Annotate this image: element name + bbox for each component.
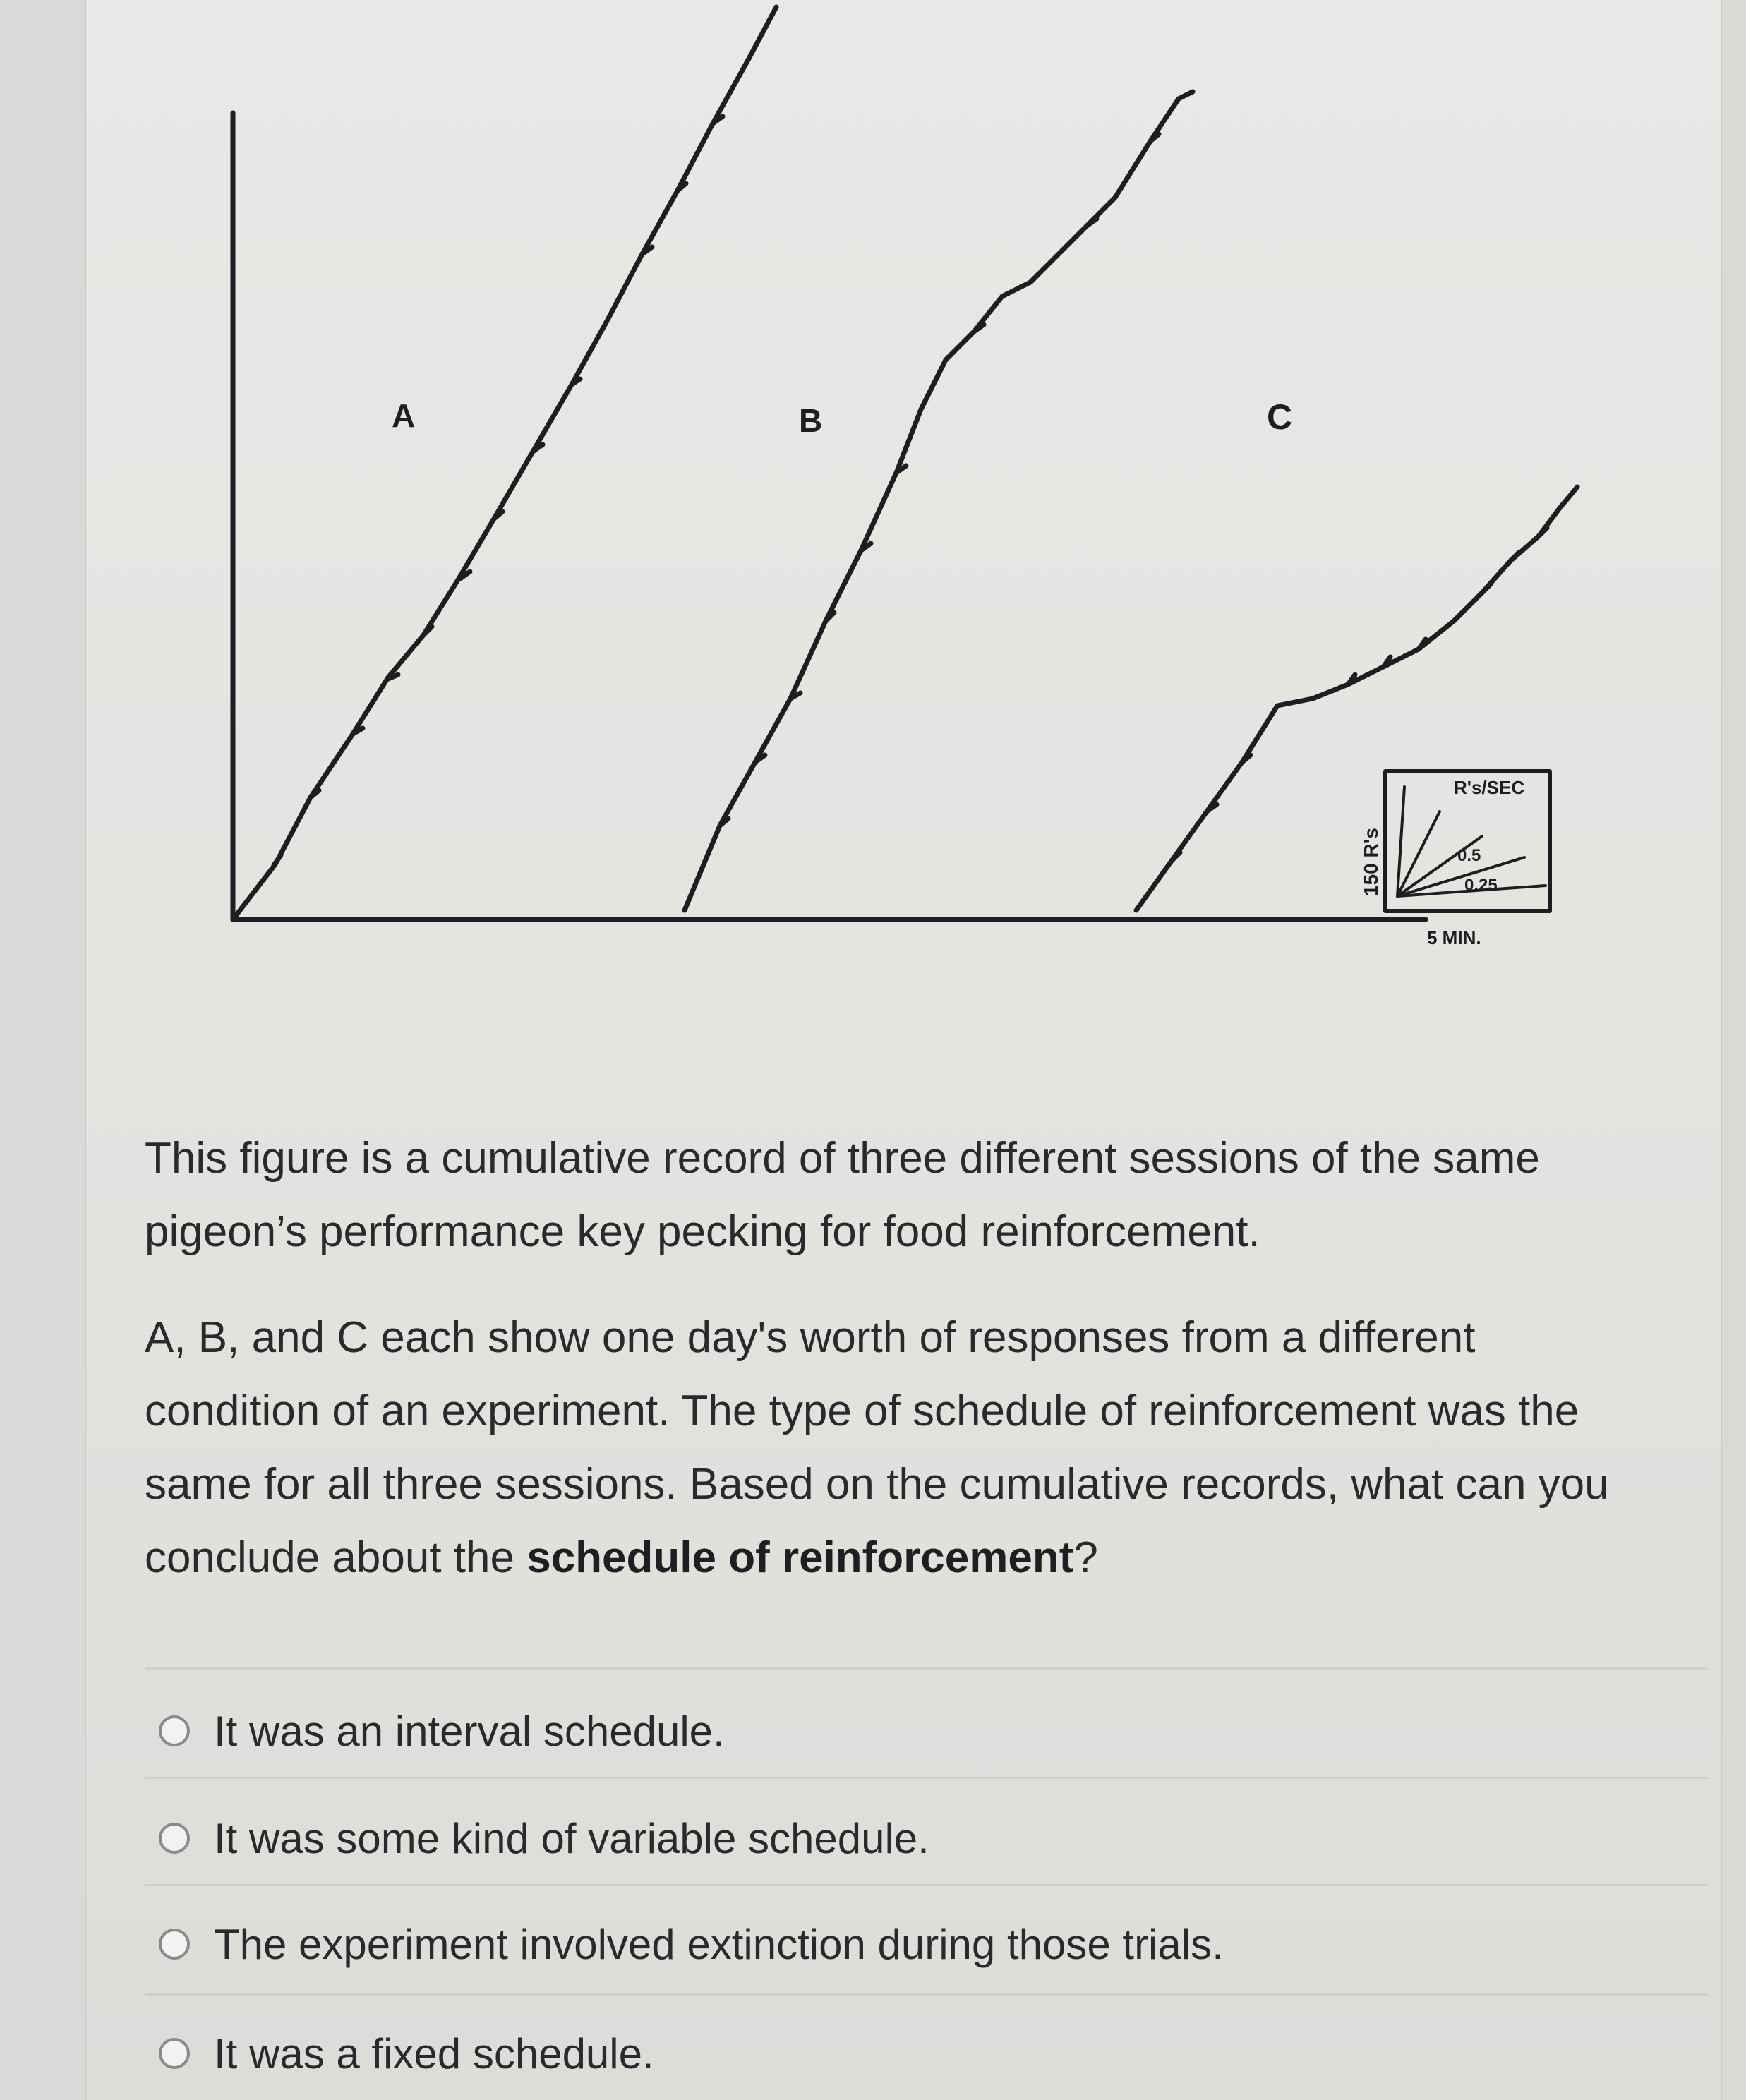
cumulative-record-figure	[212, 0, 1595, 988]
curve-label-b: B	[799, 402, 823, 439]
curve-label-c: C	[1267, 397, 1293, 437]
options-divider-top	[145, 1667, 1708, 1670]
option-label: It was an interval schedule.	[214, 1707, 725, 1755]
radio-button[interactable]	[159, 2038, 190, 2069]
option-variable-schedule[interactable]	[159, 1799, 929, 1877]
left-gutter	[0, 0, 86, 2100]
question-body	[145, 1301, 1662, 1595]
question-text	[145, 1122, 1662, 1627]
option-extinction[interactable]	[159, 1905, 1224, 1983]
right-gutter	[1721, 0, 1746, 2100]
option-interval-schedule[interactable]	[159, 1692, 725, 1770]
scale-label-responses: 150 R's	[1360, 828, 1382, 896]
scale-rate-value-2: 0.25	[1464, 876, 1498, 895]
option-label: It was some kind of variable schedule.	[214, 1814, 929, 1862]
question-body-text: A, B, and C each show one day's worth of responses from a different condition of an experiment. The type of schedule of reinforcement was the same for all three sessions. Based on the cumulative records, what can you conclude about the	[145, 1313, 1609, 1582]
scale-rate-value-1: 0.5	[1457, 846, 1481, 865]
scale-label-rate-unit: R's/SEC	[1454, 777, 1525, 798]
radio-button[interactable]	[159, 1823, 190, 1854]
cumulative-record-svg	[212, 0, 1595, 988]
curve-b	[685, 92, 1193, 910]
curve-b-ticks	[720, 134, 1159, 826]
curve-c-ticks	[1172, 528, 1547, 861]
options-divider	[145, 1777, 1708, 1779]
curve-c	[1136, 487, 1577, 910]
curve-a	[233, 7, 776, 919]
scale-label-time: 5 MIN.	[1427, 927, 1481, 948]
question-intro: This figure is a cumulative record of three different sessions of the same pigeon’s performance key pecking for food reinforcement.	[145, 1134, 1540, 1256]
option-fixed-schedule[interactable]	[159, 2015, 654, 2092]
question-mark: ?	[1073, 1533, 1098, 1582]
option-label: The experiment involved extinction during those trials.	[214, 1920, 1224, 1968]
question-emphasis: schedule of reinforcement	[526, 1533, 1074, 1582]
options-divider	[145, 1884, 1708, 1886]
options-divider	[145, 1993, 1708, 1996]
radio-button[interactable]	[159, 1929, 190, 1960]
curve-label-a: A	[392, 397, 416, 434]
radio-button[interactable]	[159, 1715, 190, 1746]
option-label: It was a fixed schedule.	[214, 2029, 654, 2077]
